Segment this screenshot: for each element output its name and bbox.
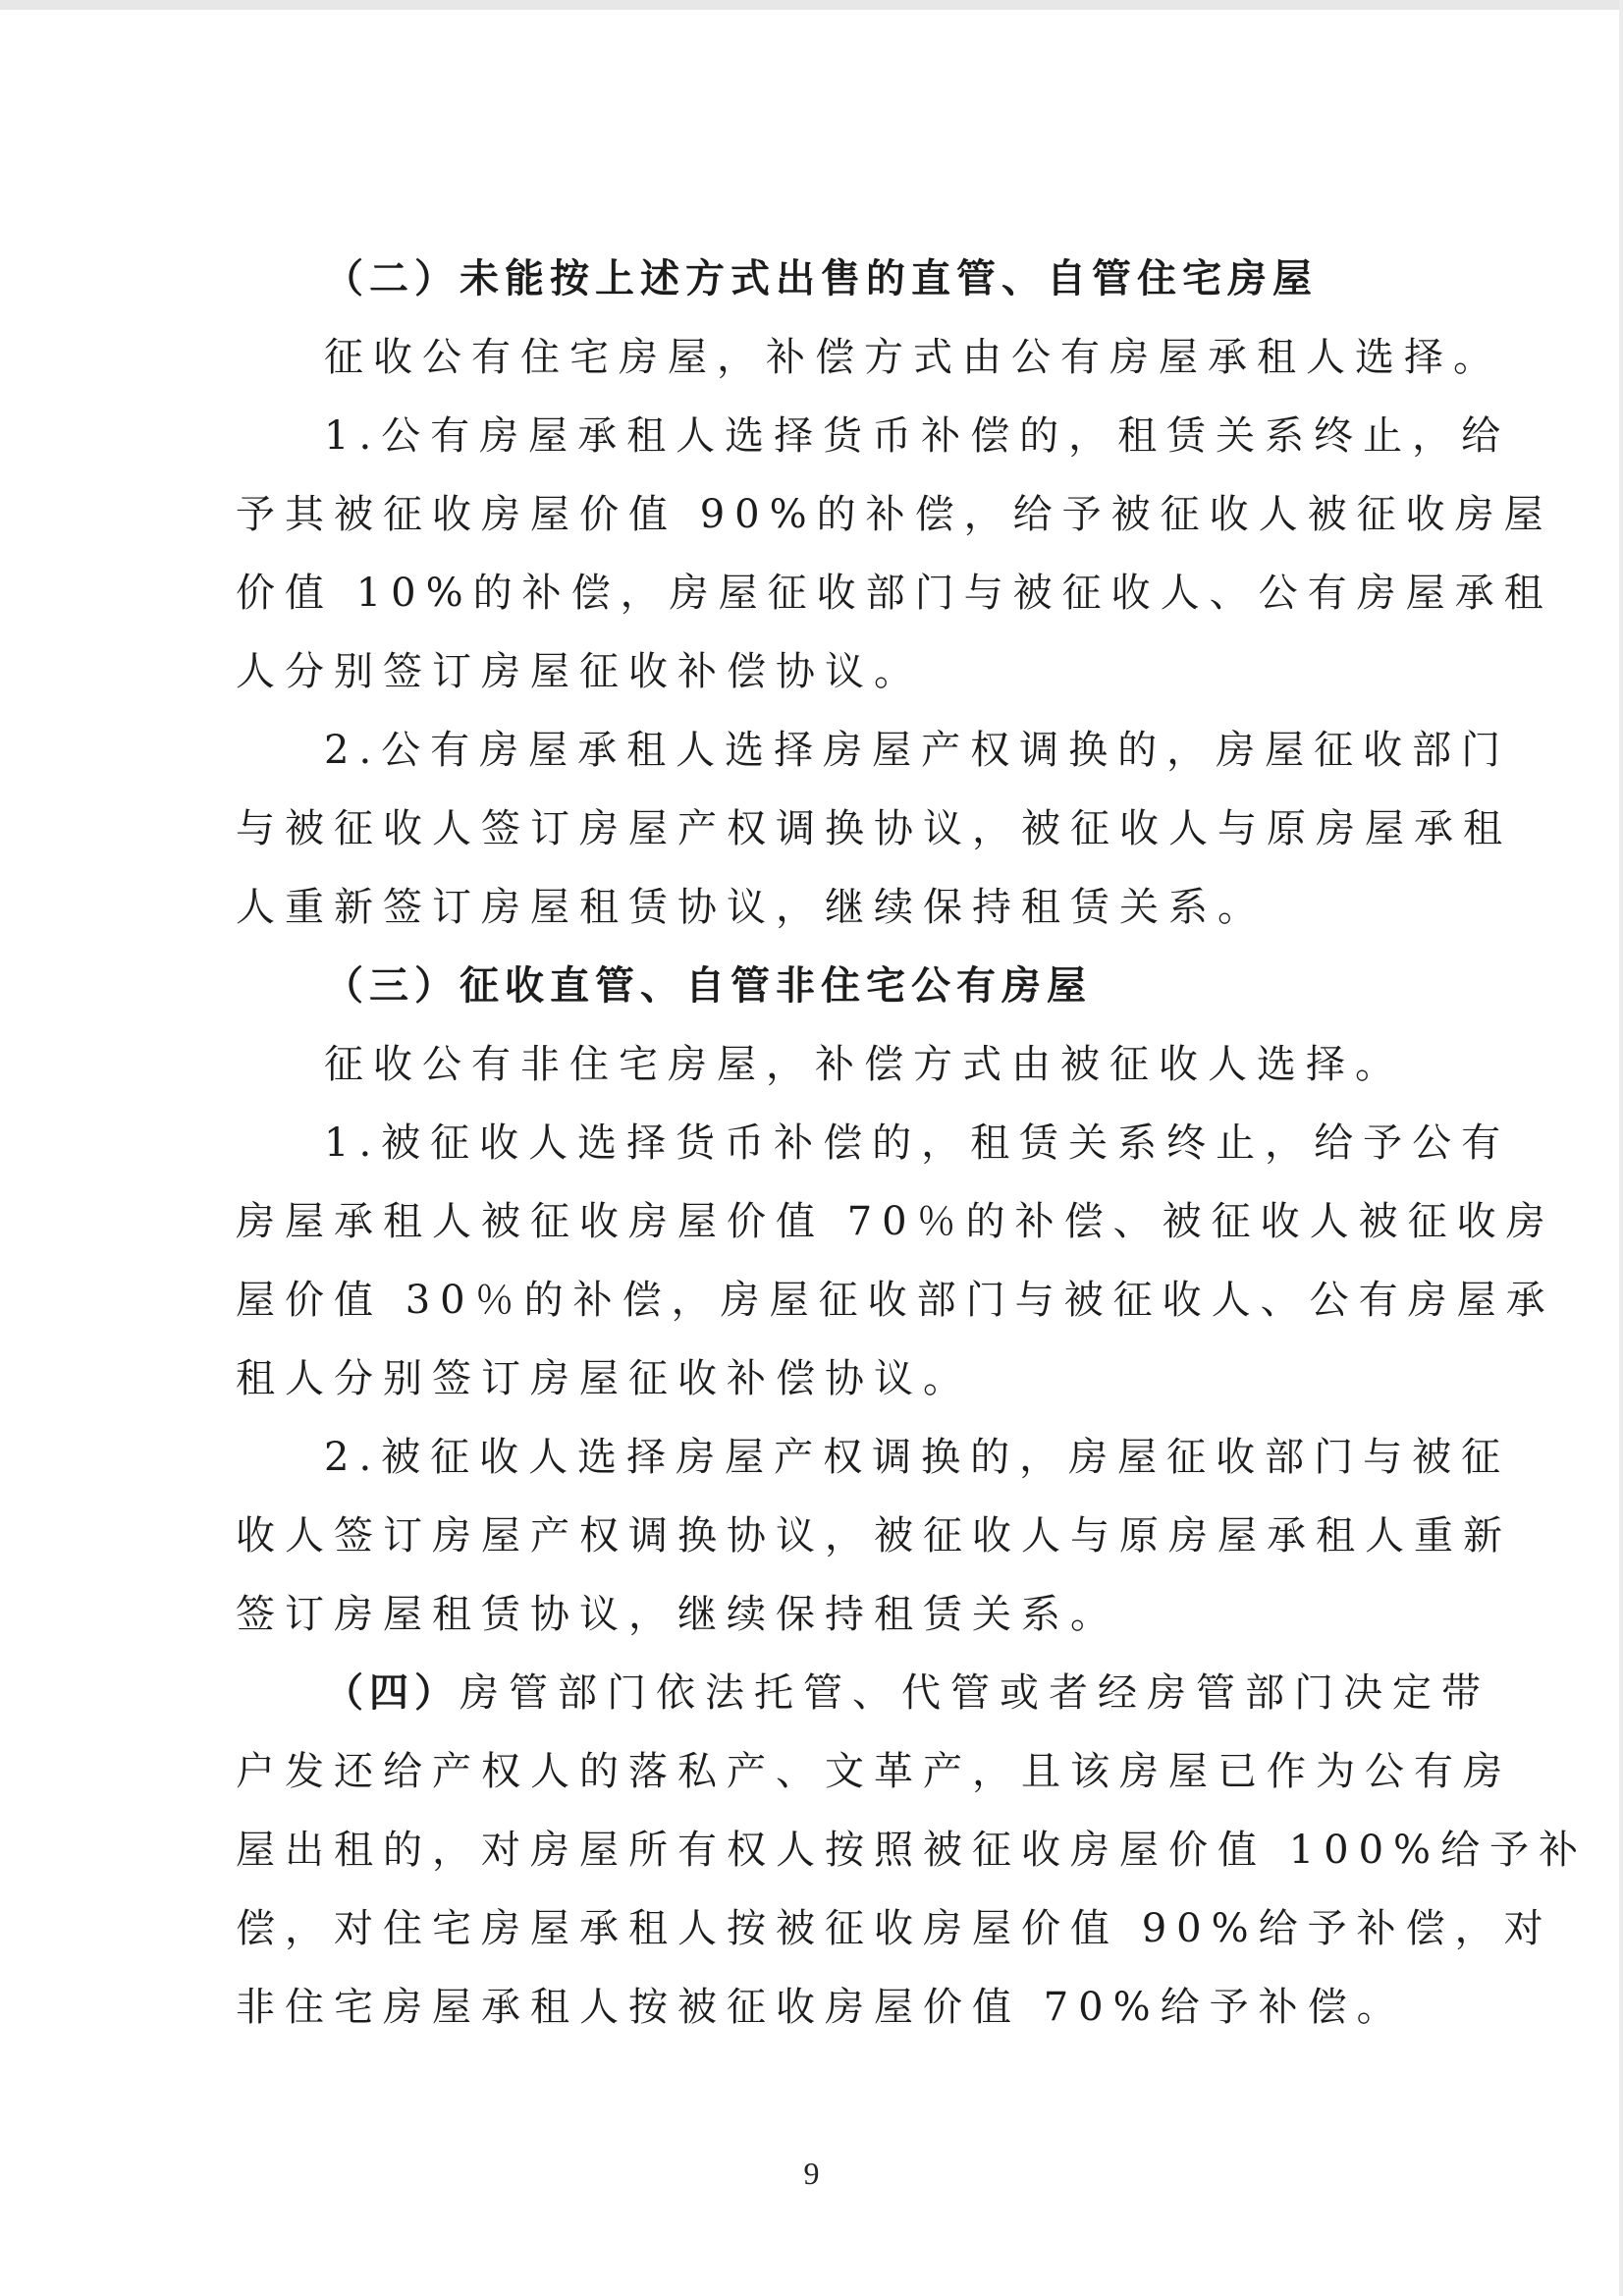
section-3-heading: （三）征收直管、自管非住宅公有房屋: [324, 963, 1092, 1009]
section-2-item-2-line: 与被征收人签订房屋产权调换协议，被征收人与原房屋承租: [236, 806, 1512, 851]
scan-edge-top: [0, 0, 1623, 10]
section-4-line: 偿，对住宅房屋承租人按被征收房屋价值 90%给予补偿，对: [236, 1906, 1553, 1951]
section-3-item-2-line: 2.被征收人选择房屋产权调换的，房屋征收部门与被征: [324, 1435, 1511, 1480]
section-4-first-line-text: 房管部门依法托管、代管或者经房管部门决定带: [460, 1670, 1490, 1716]
section-4-line: 户发还给产权人的落私产、文革产，且该房屋已作为公有房: [236, 1749, 1512, 1794]
section-2-item-1-line: 予其被征收房屋价值 90%的补偿，给予被征收人被征收房屋: [236, 492, 1553, 537]
section-3-item-2-line: 签订房屋租赁协议，继续保持租赁关系。: [236, 1592, 1119, 1637]
section-3-intro: 征收公有非住宅房屋，补偿方式由被征收人选择。: [324, 1042, 1404, 1087]
section-2-item-1-line: 人分别签订房屋征收补偿协议。: [236, 649, 923, 694]
section-2-item-2-line: 2.公有房屋承租人选择房屋产权调换的，房屋征收部门: [324, 728, 1511, 773]
document-body: [236, 240, 1589, 2047]
section-4-first-line: [236, 1654, 1490, 1732]
section-4-label: （四）: [324, 1670, 460, 1716]
section-4-line: 屋出租的，对房屋所有权人按照被征收房屋价值 100%给予补: [236, 1828, 1589, 1873]
section-3-item-2-line: 收人签订房屋产权调换协议，被征收人与原房屋承租人重新: [236, 1513, 1512, 1558]
section-2-item-1-line: 1.公有房屋承租人选择货币补偿的，租赁关系终止，给: [324, 413, 1511, 459]
page-number: 9: [803, 2156, 820, 2191]
section-3-item-1-line: 租人分别签订房屋征收补偿协议。: [236, 1356, 972, 1401]
section-3-item-1-line: 屋价值 30％的补偿，房屋征收部门与被征收人、公有房屋承: [236, 1278, 1555, 1323]
section-2-intro: 征收公有住宅房屋，补偿方式由公有房屋承租人选择。: [324, 335, 1502, 380]
section-2-item-2-line: 人重新签订房屋租赁协议，继续保持租赁关系。: [236, 885, 1267, 930]
scan-edge-right: [1619, 0, 1623, 2296]
section-2-item-1-line: 价值 10%的补偿，房屋征收部门与被征收人、公有房屋承租: [236, 571, 1553, 616]
section-3-item-1-line: 房屋承租人被征收房屋价值 70％的补偿、被征收人被征收房: [236, 1199, 1555, 1244]
section-4-line: 非住宅房屋承租人按被征收房屋价值 70%给予补偿。: [236, 1985, 1406, 2030]
section-2-heading: （二）未能按上述方式出售的直管、自管住宅房屋: [324, 256, 1318, 301]
section-3-item-1-line: 1.被征收人选择货币补偿的，租赁关系终止，给予公有: [324, 1121, 1511, 1166]
